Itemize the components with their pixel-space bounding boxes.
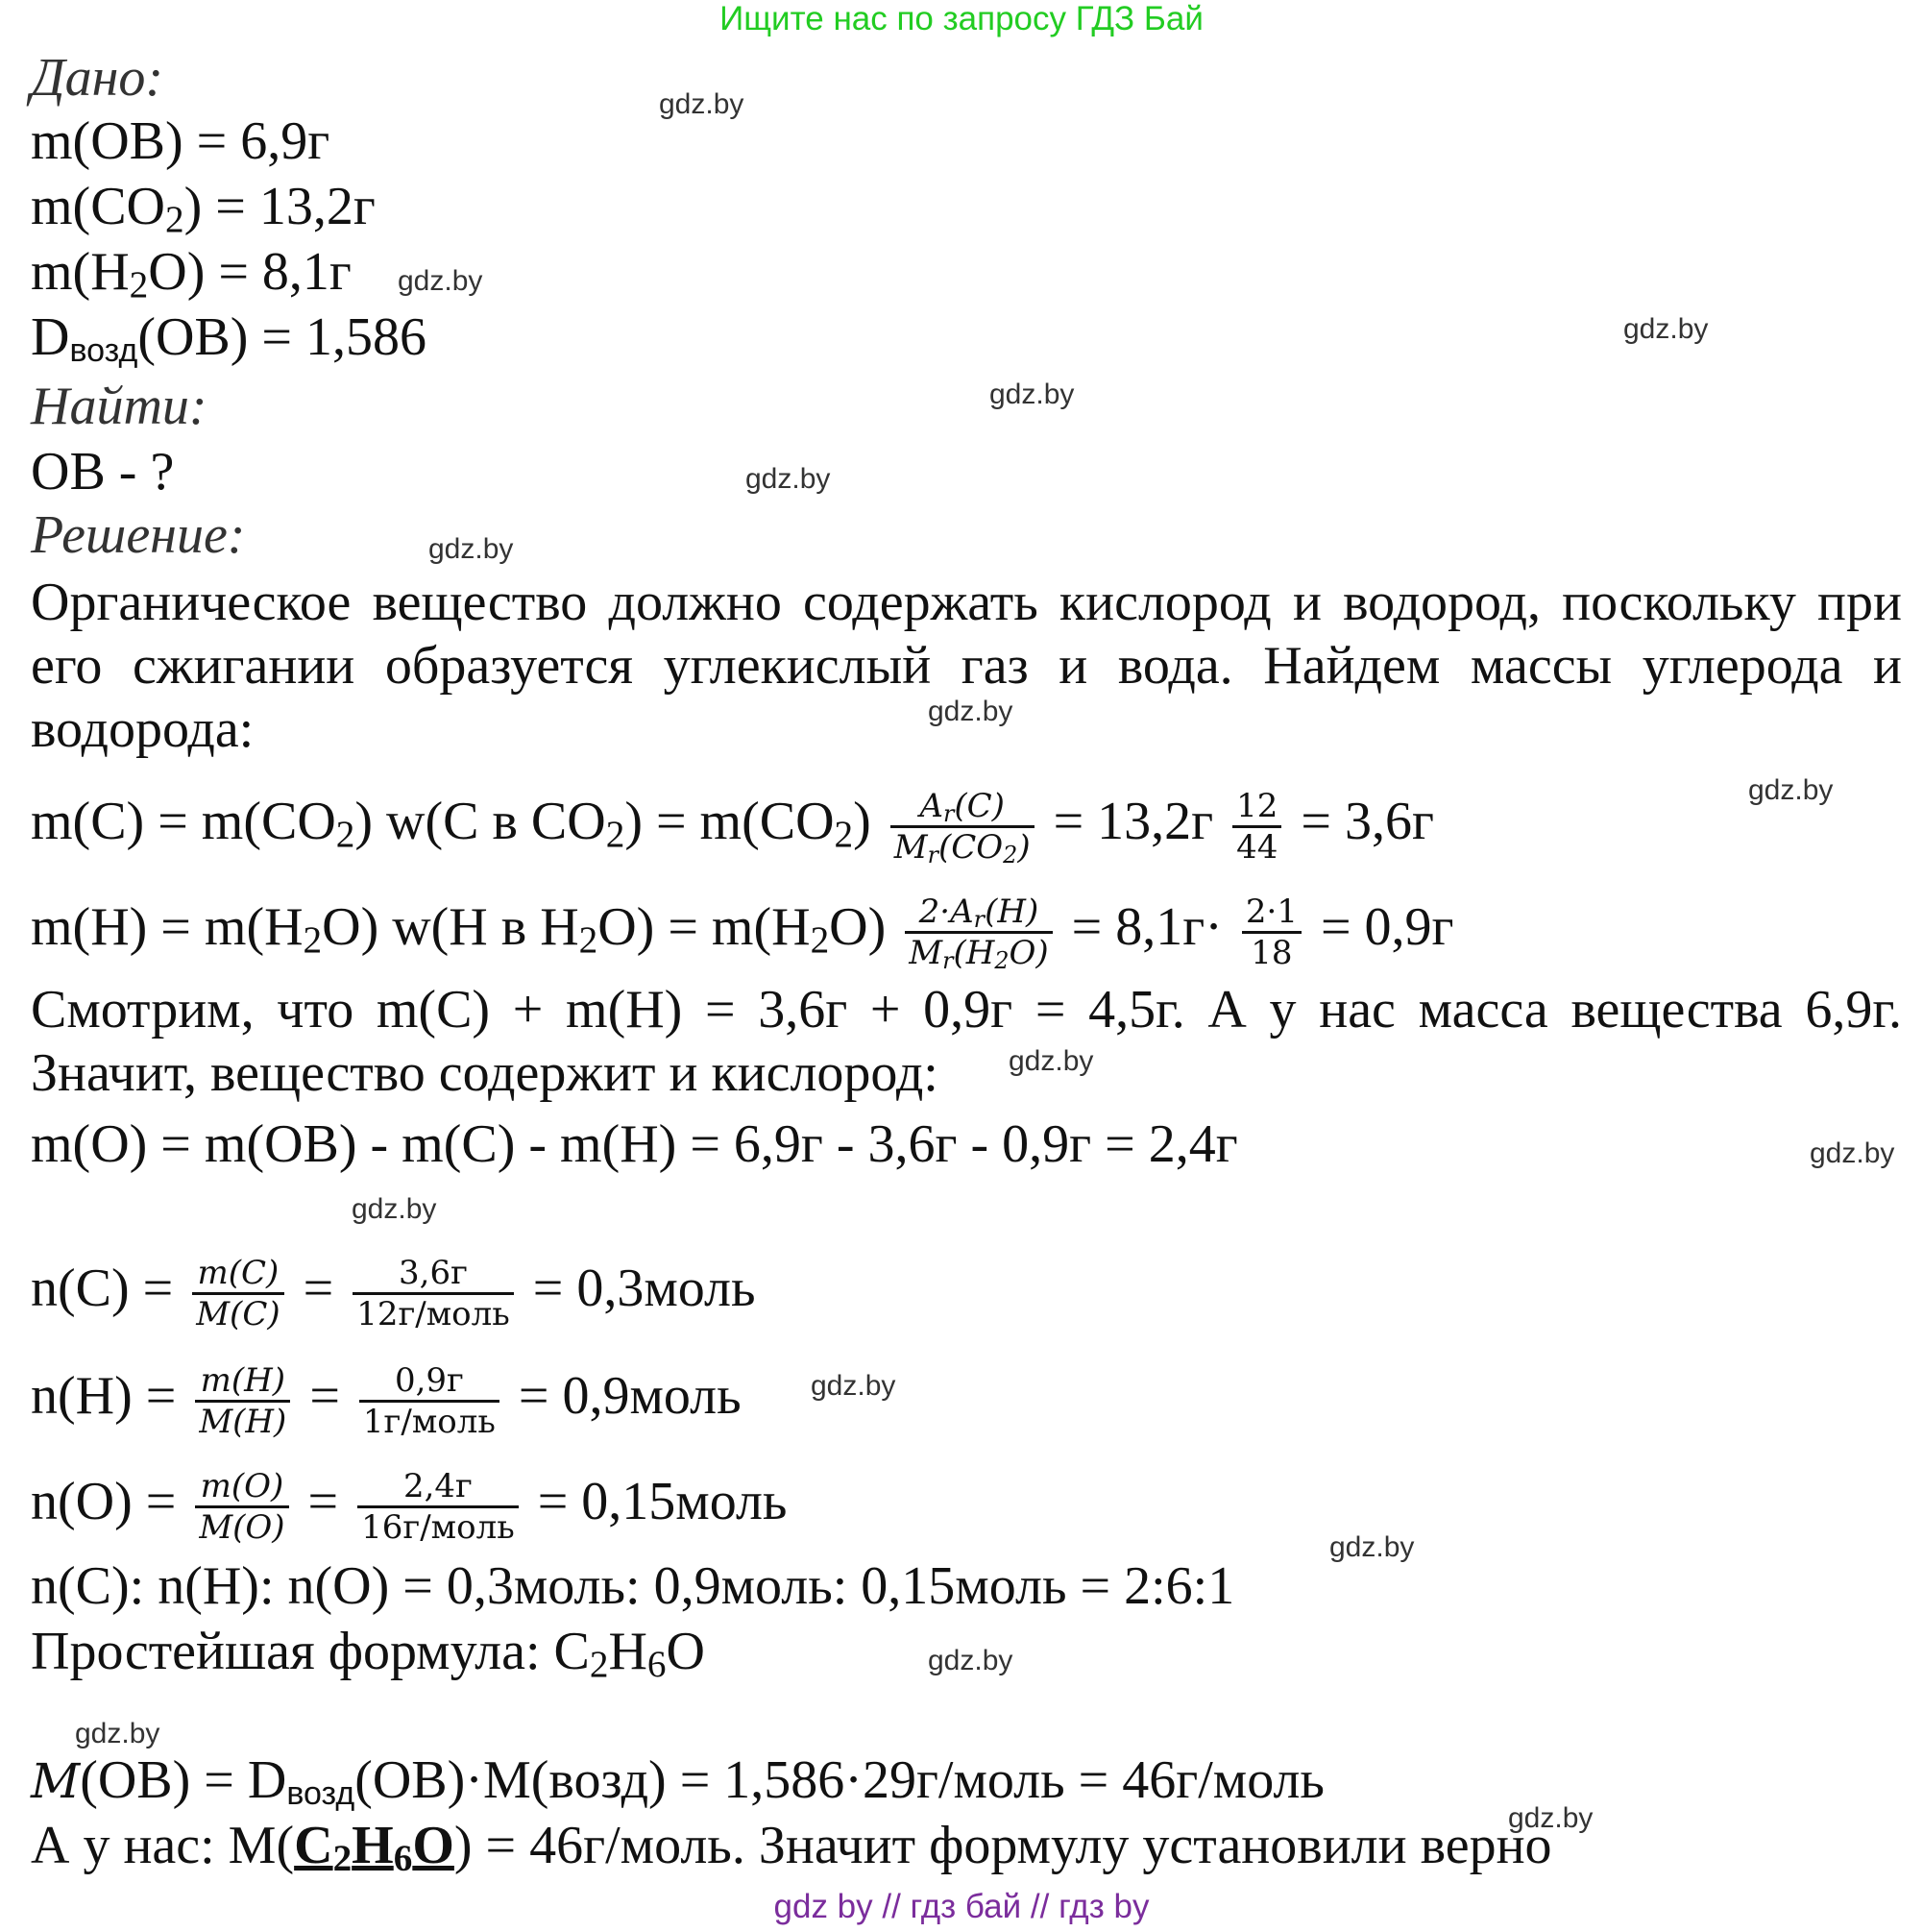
watermark: gdz.by [1508,1802,1594,1834]
given-heading: Дано: [31,48,164,108]
given-mass-co2: $m(CO_2) = 13,2г$ [31,177,376,240]
find-unknown: ОВ - ? [31,442,175,501]
watermark: gdz.by [1810,1137,1895,1169]
watermark: gdz.by [352,1193,437,1225]
fraction: $\frac{A_r(C)}{M_r(CO_2)}$ [890,787,1035,867]
watermark: gdz.by [398,265,483,297]
watermark: gdz.by [1748,774,1834,806]
equation-mass-carbon: $m(C) = m(CO_2)$ w(C в $CO_2) = m(CO_2)$ $\frac{A_r(C)}{M_r(CO_2)}$ = 13,2г $\frac{12}{44}$ = 3,6г [31,786,1434,868]
watermark: gdz.by [1009,1045,1094,1077]
solution-intro: Органическое вещество должно содержать кислород и водород, поскольку при его сжигании образуется углекислый газ и вода. Найдем массы углерода и водорода: [31,573,1902,759]
solution-heading: Решение: [31,505,246,565]
fraction: $\frac{3,6г}{\text{12г/моль}}$ [353,1254,514,1333]
conclusion: А у нас: $M(C_2H_6O)$ = 46г/моль. Значит формулу установили верно [31,1816,1552,1879]
given-mass-substance: m(ОВ) = 6,9г [31,111,330,171]
watermark: gdz.by [928,696,1013,727]
watermark: gdz.by [811,1370,896,1402]
fraction: $\frac{2\cdot 1}{18}$ [1242,893,1302,972]
fraction: $\frac{12}{44}$ [1232,787,1281,867]
given-density: $D_{возд}(ОВ) = 1,586$ [31,307,427,369]
fraction: $\frac{m(H)}{M(H)}$ [195,1361,290,1441]
equation-moles-carbon: n(C) = $\frac{m(C)}{M(C)}$ = $\frac{3,6г}{\text{12г/моль}}$ = 0,3моль [31,1253,756,1333]
watermark: gdz.by [745,463,831,495]
simplest-formula: Простейшая формула: $C_2H_6O$ [31,1622,705,1685]
mass-check-text: Смотрим, что m(C) + m(H) = 3,6г + 0,9г = 4,5г. А у нас масса вещества 6,9г. Значит, вещество содержит и кислород: [31,980,1902,1103]
find-heading: Найти: [31,377,207,436]
watermark: gdz.by [1329,1531,1415,1563]
equation-mass-oxygen: m(O) = m(ОВ) - m(C) - m(H) = 6,9г - 3,6г - 0,9г = 2,4г [31,1114,1238,1174]
final-formula: $C_2H_6O$ [294,1816,454,1879]
equation-mass-hydrogen: $m(H) = m(H_2O)$ w(H в $H_2O) = m(H_2O)$ $\frac{2\cdot A_r(H)}{M_r(H_2O)}$ = 8,1г· $\frac{2\cdot 1}{18}$ = 0,9г [31,892,1454,974]
fraction: $\frac{m(C)}{M(C)}$ [192,1254,283,1333]
watermark: gdz.by [659,88,744,120]
watermark: gdz.by [428,533,514,565]
top-banner: Ищите нас по запросу ГДЗ Бай [719,0,1204,37]
mole-ratio: n(C): n(H): n(O) = 0,3моль: 0,9моль: 0,15моль = 2:6:1 [31,1556,1235,1616]
watermark: gdz.by [1623,313,1709,345]
watermark: gdz.by [989,379,1075,410]
equation-moles-hydrogen: n(H) = $\frac{m(H)}{M(H)}$ = $\frac{0,9г}{\text{1г/моль}}$ = 0,9моль [31,1360,742,1441]
bottom-banner: gdz by // гдз бай // гдз by [773,1888,1150,1925]
fraction: $\frac{2,4г}{\text{16г/моль}}$ [357,1467,519,1547]
molar-mass-equation: $M(ОВ) = D_{возд}(ОВ)\cdot M(возд)$ = 1,586·29г/моль = 46г/моль [31,1750,1325,1812]
fraction: $\frac{m(O)}{M(O)}$ [195,1467,288,1547]
watermark: gdz.by [75,1718,160,1749]
equation-moles-oxygen: n(O) = $\frac{m(O)}{M(O)}$ = $\frac{2,4г}{\text{16г/моль}}$ = 0,15моль [31,1466,788,1547]
watermark: gdz.by [928,1645,1013,1676]
given-mass-h2o: $m(H_2O) = 8,1г$ [31,242,352,306]
fraction: $\frac{2\cdot A_r(H)}{M_r(H_2O)}$ [905,893,1052,972]
fraction: $\frac{0,9г}{\text{1г/моль}}$ [359,1361,499,1441]
